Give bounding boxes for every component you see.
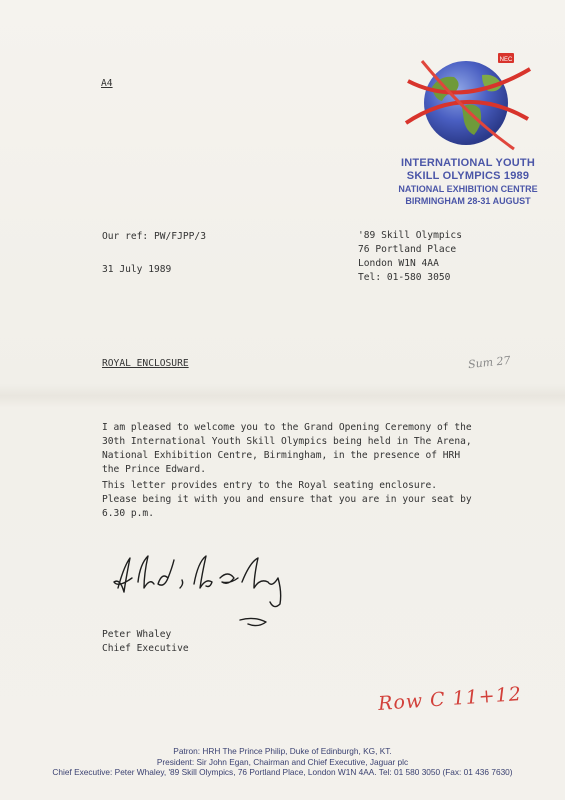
paragraph-line: This letter provides entry to the Royal seating enclosure. — [102, 480, 438, 491]
letter-date: 31 July 1989 — [102, 264, 172, 275]
signer-name: Peter Whaley — [102, 629, 172, 640]
address-phone: Tel: 01-580 3050 — [358, 272, 451, 283]
venue-line1: NATIONAL EXHIBITION CENTRE — [398, 184, 538, 194]
address-line: '89 Skill Olympics — [358, 230, 462, 241]
pencil-note: Sum 27 — [467, 353, 512, 372]
handwritten-signature — [110, 548, 320, 638]
paragraph-line: I am pleased to welcome you to the Grand Opening Ceremony of the — [102, 422, 472, 433]
globe-with-ribbon-logo-icon — [402, 47, 534, 159]
event-letterhead — [388, 157, 548, 207]
paragraph-line: the Prince Edward. — [102, 464, 206, 475]
logo-badge: NEC — [499, 57, 513, 63]
body-paragraph-2 — [102, 479, 502, 521]
event-title-line2: SKILL OLYMPICS 1989 — [406, 170, 530, 182]
signer-title: Chief Executive — [102, 643, 189, 654]
handwritten-seat-note: Row C 11+12 — [377, 683, 523, 715]
address-line: London W1N 4AA — [358, 258, 439, 269]
footer-patron: Patron: HRH The Prince Philip, Duke of Edinburgh, KG, KT. — [173, 746, 392, 756]
body-paragraph-1 — [102, 421, 502, 477]
letter-heading: ROYAL ENCLOSURE — [102, 358, 189, 369]
footer-contact: Chief Executive: Peter Whaley, '89 Skill Olympics, 76 Portland Place, London W1N 4AA. Tel: 01 580 3050 (Fax: 01 436 7630) — [52, 767, 513, 777]
letter-footer — [0, 746, 565, 778]
file-mark: A4 — [101, 78, 113, 89]
address-line: 76 Portland Place — [358, 244, 457, 255]
paragraph-line: National Exhibition Centre, Birmingham, in the presence of HRH — [102, 450, 461, 461]
venue-line2: BIRMINGHAM 28-31 AUGUST — [405, 196, 531, 206]
paragraph-line: Please being it with you and ensure that you are in your seat by — [102, 494, 472, 505]
our-reference: Our ref: PW/FJPP/3 — [102, 231, 206, 242]
event-title-line1: INTERNATIONAL YOUTH — [401, 157, 535, 169]
paragraph-line: 6.30 p.m. — [102, 508, 154, 519]
sender-address — [358, 229, 462, 285]
signatory — [102, 628, 189, 656]
footer-president: President: Sir John Egan, Chairman and Chief Executive, Jaguar plc — [156, 756, 409, 767]
paragraph-line: 30th International Youth Skill Olympics being held in The Arena, — [102, 436, 472, 447]
